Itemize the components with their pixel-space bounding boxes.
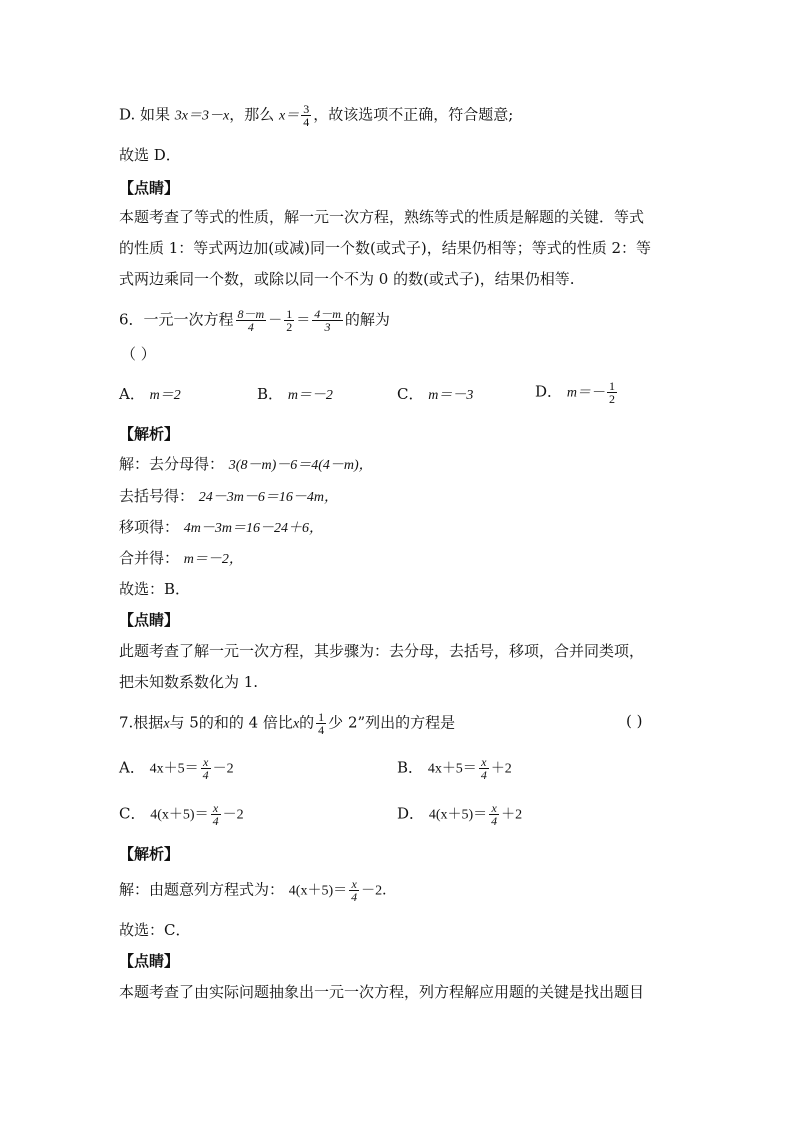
q6-step-3 xyxy=(119,517,323,539)
fraction-numerator: 1 xyxy=(318,710,325,724)
q6-fraction-1 xyxy=(236,308,267,333)
option-label: D． xyxy=(397,804,425,823)
fraction-denominator: 2 xyxy=(286,320,293,334)
q7-comment-heading: 【点睛】 xyxy=(119,952,180,970)
option-label: C． xyxy=(397,385,424,403)
fraction-denominator: 4 xyxy=(247,320,254,334)
fraction-numerator: x xyxy=(211,802,221,815)
option-label: B． xyxy=(257,385,284,403)
q6-option-b[interactable] xyxy=(257,384,333,406)
step-label: 合并得： xyxy=(119,549,180,567)
q7-var-2: x xyxy=(292,716,300,732)
q7-question xyxy=(119,711,455,736)
option-label: A． xyxy=(119,758,145,777)
option-value: m＝－3 xyxy=(428,388,474,403)
fraction-denominator: 4 xyxy=(480,768,487,782)
option-value-tail: ＋2 xyxy=(501,807,523,823)
q6-minus: － xyxy=(268,313,283,329)
q7-analysis-heading: 【解析】 xyxy=(119,845,180,863)
option-value: 4(x＋5)＝ xyxy=(150,807,209,823)
q6-analysis-heading: 【解析】 xyxy=(119,425,180,443)
option-value: 4(x＋5)＝ xyxy=(428,807,488,823)
option-label: A． xyxy=(119,385,145,403)
q6-step-2 xyxy=(119,486,338,508)
step-label: 解：去分母得： xyxy=(119,455,225,473)
fraction-denominator: 4 xyxy=(202,768,209,782)
q7-solution-fraction xyxy=(349,878,359,903)
q6-option-a[interactable] xyxy=(119,384,181,406)
q6-option-c[interactable] xyxy=(397,384,473,406)
step-label: 移项得： xyxy=(119,518,180,536)
solution-label: 解：由题意列方程式为： xyxy=(119,880,285,899)
q7-mid-2: 的 xyxy=(299,713,315,732)
fraction-numerator: x xyxy=(349,878,359,891)
q6-option-d[interactable] xyxy=(535,380,619,405)
q6-fraction-3 xyxy=(312,308,343,333)
fraction-denominator: 2 xyxy=(608,392,615,406)
option-value: m＝－2 xyxy=(287,388,333,403)
fraction-denominator: 3 xyxy=(324,320,331,334)
fraction-denominator: 4 xyxy=(318,723,325,737)
q5-comment-line-3: 式两边乘同一个数，或除以同一个不为 0 的数(或式子)，结果仍相等. xyxy=(119,270,575,288)
q5-comment-line-1: 本题考查了等式的性质，解一元一次方程，熟练等式的性质是解题的关键．等式 xyxy=(119,208,645,226)
step-label: 去括号得： xyxy=(119,487,195,505)
q7-option-c-fraction xyxy=(211,802,221,827)
option-value: m＝－ xyxy=(566,385,605,401)
fraction-denominator: 4 xyxy=(351,890,358,904)
q7-suffix: 少 2”列出的方程是 xyxy=(328,713,456,732)
q6-comment-line-1: 此题考查了解一元一次方程，其步骤为：去分母，去括号，移项，合并同类项， xyxy=(119,642,645,660)
q5-option-d-equation: 3x＝3－x xyxy=(174,108,230,124)
q6-step-4 xyxy=(119,548,243,570)
q5-option-d-fraction xyxy=(301,103,311,128)
q5-option-d-line xyxy=(119,103,513,128)
q5-option-d-prefix: D. 如果 xyxy=(119,105,175,124)
fraction-denominator: 4 xyxy=(212,814,219,828)
fraction-numerator: 3 xyxy=(303,102,310,116)
q6-answer-paren: （ ） xyxy=(121,345,156,363)
q6-comment-heading: 【点睛】 xyxy=(119,611,180,629)
option-label: B． xyxy=(397,758,424,777)
q6-suffix: 的解为 xyxy=(344,310,390,329)
q7-option-d-fraction xyxy=(489,802,499,827)
q6-equals: ＝ xyxy=(296,313,311,329)
fraction-numerator: 1 xyxy=(286,307,293,321)
option-value: 4x＋5＝ xyxy=(149,761,199,777)
fraction-numerator: x xyxy=(201,756,211,769)
fraction-denominator: 4 xyxy=(303,115,310,129)
q5-option-d-var: x＝ xyxy=(279,108,300,124)
q7-fraction xyxy=(316,711,326,736)
fraction-numerator: 8－m xyxy=(237,307,265,321)
q7-answer-paren: ( ) xyxy=(626,712,643,730)
q5-option-d-suffix: ，故该选项不正确，符合题意; xyxy=(313,105,514,124)
q7-var-1: x xyxy=(163,716,170,732)
q6-fraction-2 xyxy=(284,308,294,333)
step-expression: m＝－2， xyxy=(183,552,243,567)
step-expression: 24－3m－6＝16－4m， xyxy=(198,490,339,505)
q7-option-d[interactable] xyxy=(397,802,522,827)
fraction-denominator: 4 xyxy=(491,814,498,828)
option-value: m＝2 xyxy=(149,388,181,403)
q6-option-d-fraction xyxy=(607,380,617,405)
step-expression: 3(8－m)－6＝4(4－m)， xyxy=(228,458,373,473)
q7-option-b-fraction xyxy=(479,756,489,781)
q5-option-d-middle: ，那么 xyxy=(229,105,280,124)
step-expression: 4m－3m＝16－24＋6， xyxy=(183,521,324,536)
option-label: C． xyxy=(119,804,146,823)
q7-solution xyxy=(119,878,396,903)
q7-prefix: 7.根据 xyxy=(119,713,164,732)
q7-comment-line-1: 本题考查了由实际问题抽象出一元一次方程，列方程解应用题的关键是找出题目 xyxy=(119,983,645,1001)
q7-option-a-fraction xyxy=(201,756,211,781)
fraction-numerator: x xyxy=(479,756,489,769)
fraction-numerator: 1 xyxy=(608,379,615,393)
q7-option-b[interactable] xyxy=(397,756,512,781)
q7-mid-1: 与 5的和的 4 倍比 xyxy=(169,713,293,732)
q6-comment-line-2: 把未知数系数化为 1. xyxy=(119,673,259,691)
fraction-numerator: 4－m xyxy=(314,307,341,321)
option-value-tail: ＋2 xyxy=(490,761,512,777)
solution-expression-tail: －2． xyxy=(361,883,397,899)
option-value-tail: －2 xyxy=(212,761,234,777)
q6-choose: 故选：B． xyxy=(119,580,191,598)
option-label: D． xyxy=(535,382,563,401)
q7-option-a[interactable] xyxy=(119,756,234,781)
fraction-numerator: x xyxy=(489,802,499,815)
q7-option-c[interactable] xyxy=(119,802,244,827)
q6-step-1 xyxy=(119,454,373,476)
q5-choose: 故选 D． xyxy=(119,146,181,164)
q6-prefix: 6．一元一次方程 xyxy=(119,310,234,329)
option-value: 4x＋5＝ xyxy=(427,761,477,777)
solution-expression: 4(x＋5)＝ xyxy=(288,883,348,899)
option-value-tail: －2 xyxy=(222,807,244,823)
q5-comment-line-2: 的性质 1：等式两边加(或减)同一个数(或式子)，结果仍相等；等式的性质 2：等 xyxy=(119,239,652,257)
q6-question xyxy=(119,308,390,333)
q7-choose: 故选：C． xyxy=(119,921,191,939)
q5-comment-heading: 【点睛】 xyxy=(119,179,180,197)
